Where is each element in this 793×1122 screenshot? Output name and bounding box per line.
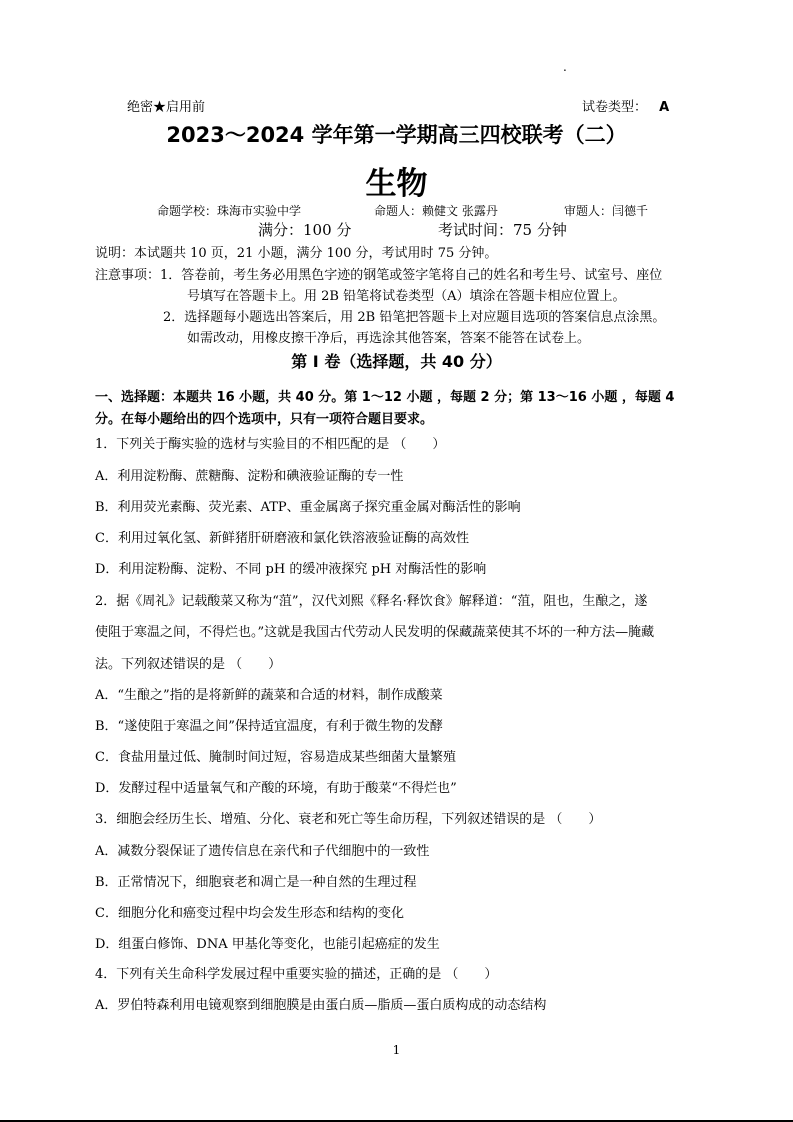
q2-stem-2: 使阻于寒温之间，不得烂也。”这就是我国古代劳动人民发明的保藏蔬菜使其不坏的一种方法—腌藏: [95, 625, 655, 640]
q1-option-d: D．利用淀粉酶、淀粉、不同 pH 的缓冲液探究 pH 对酶活性的影响: [95, 562, 487, 577]
q2-stem-1: 2．据《周礼》记载酸菜又称为“菹”，汉代刘熙《释名·释饮食》解释道：“菹，阻也，生酿之，遂: [95, 594, 648, 609]
attention-1b: 号填写在答题卡上。用 2B 铅笔将试卷类型（A）填涂在答题卡相应位置上。: [187, 289, 626, 304]
subject-title: 生物: [365, 166, 428, 202]
q1-option-c: C．利用过氧化氢、新鲜猪肝研磨液和氯化铁溶液验证酶的高效性: [95, 531, 469, 546]
paper-type-value: A: [659, 100, 670, 115]
q2-option-c: C．食盐用量过低、腌制时间过短，容易造成某些细菌大量繁殖: [95, 750, 456, 765]
paper-type-text: 试卷类型：: [582, 100, 648, 115]
exam-time: 考试时间：75 分钟: [438, 221, 567, 239]
header-dot: .: [563, 60, 567, 74]
attention-2b: 如需改动，用橡皮擦干净后，再选涂其他答案，答案不能答在试卷上。: [187, 331, 591, 346]
part-intro-2: 分。在每小题给出的四个选项中，只有一项符合题目要求。: [95, 412, 434, 427]
q4-option-a: A．罗伯特森利用电镜观察到细胞膜是由蛋白质—脂质—蛋白质构成的动态结构: [95, 998, 547, 1013]
attention-2a: 2．选择题每小题选出答案后，用 2B 铅笔把答题卡上对应题目选项的答案信息点涂黑。: [163, 310, 666, 325]
author-setters: 命题人：赖健文 张露丹: [374, 204, 498, 218]
q2-option-d: D．发酵过程中适量氧气和产酸的环境，有助于酸菜“不得烂也”: [95, 781, 457, 796]
q3-stem: 3．细胞会经历生长、增殖、分化、衰老和死亡等生命历程，下列叙述错误的是 （ ）: [95, 812, 602, 827]
q4-stem: 4．下列有关生命科学发展过程中重要实验的描述，正确的是 （ ）: [95, 967, 498, 982]
q1-stem: 1．下列关于酶实验的选材与实验目的不相匹配的是 （ ）: [95, 437, 446, 452]
instruction-note: 说明：本试题共 10 页，21 小题，满分 100 分，考试用时 75 分钟。: [95, 246, 498, 261]
author-reviewer: 审题人：闫德千: [564, 204, 649, 218]
q2-option-b: B．“遂使阻于寒温之间”保持适宜温度，有利于微生物的发酵: [95, 719, 443, 734]
full-score: 满分：100 分: [258, 221, 352, 239]
section-title: 第 I 卷（选择题，共 40 分）: [291, 352, 502, 371]
q1-option-a: A．利用淀粉酶、蔗糖酶、淀粉和碘液验证酶的专一性: [95, 469, 404, 484]
paper-type-label: [582, 96, 669, 115]
q2-stem-3: 法。下列叙述错误的是 （ ）: [95, 657, 282, 672]
exam-title: 2023～2024 学年第一学期高三四校联考（二）: [166, 123, 627, 147]
q2-option-a: A．“生酿之”指的是将新鲜的蔬菜和合适的材料，制作成酸菜: [95, 688, 443, 703]
q3-option-c: C．细胞分化和癌变过程中均会发生形态和结构的变化: [95, 906, 404, 921]
q3-option-d: D．组蛋白修饰、DNA 甲基化等变化，也能引起癌症的发生: [95, 937, 440, 952]
part-intro-1: 一、选择题：本题共 16 小题，共 40 分。第 1～12 小题 ，每题 2 分；第 13～16 小题 ，每题 4: [95, 390, 675, 405]
secret-label: 绝密★启用前: [127, 100, 206, 115]
q1-option-b: B．利用荧光素酶、荧光素、ATP、重金属离子探究重金属对酶活性的影响: [95, 500, 521, 515]
author-school: 命题学校：珠海市实验中学: [157, 204, 302, 218]
q3-option-a: A．减数分裂保证了遗传信息在亲代和子代细胞中的一致性: [95, 844, 430, 859]
q3-option-b: B．正常情况下，细胞衰老和凋亡是一种自然的生理过程: [95, 875, 417, 890]
attention-1a: 注意事项：1．答卷前，考生务必用黑色字迹的钢笔或签字笔将自己的姓名和考生号、试室号、座位: [95, 268, 663, 283]
page-number: 1: [392, 1043, 401, 1057]
